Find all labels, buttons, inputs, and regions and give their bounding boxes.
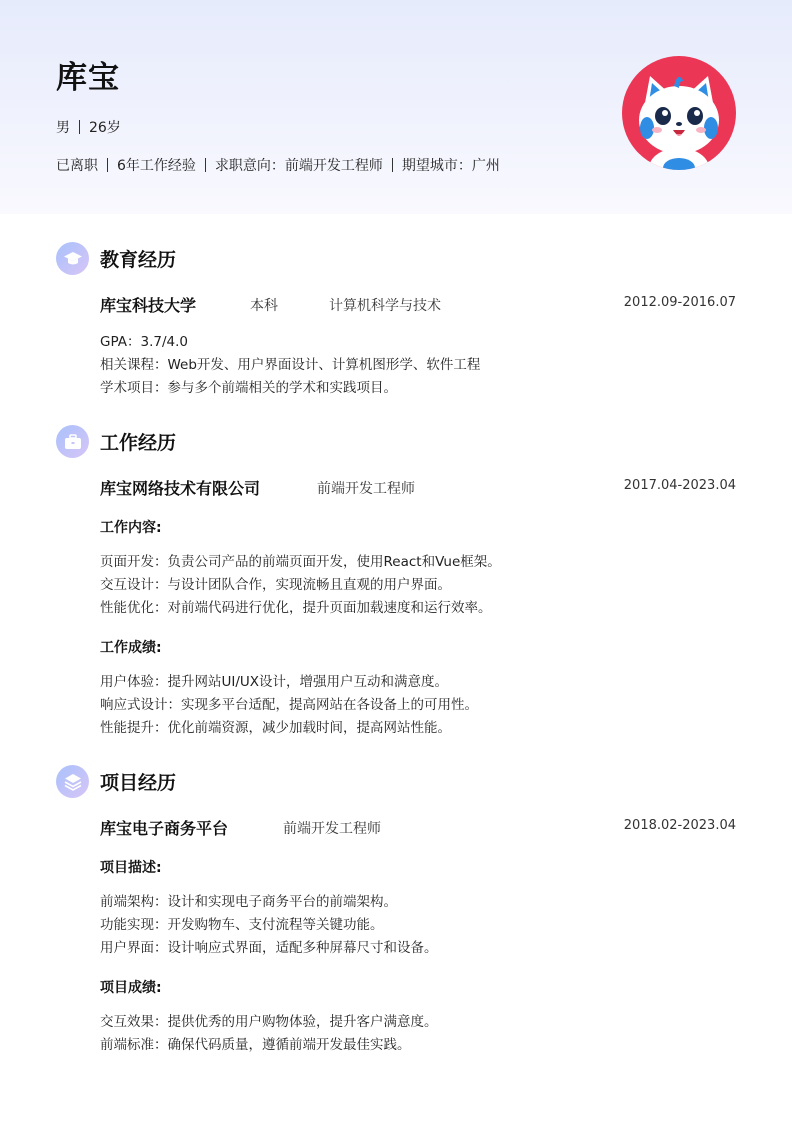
degree: 本科	[250, 298, 278, 314]
gender: 男	[56, 120, 70, 136]
age: 26岁	[89, 120, 121, 136]
work-date: 2017.04-2023.04	[623, 478, 736, 493]
list-item: 前端标准：确保代码质量，遵循前端开发最佳实践。	[100, 1037, 411, 1053]
job-role: 前端开发工程师	[317, 481, 415, 497]
education-entry	[100, 293, 736, 317]
list-item: 性能提升：优化前端资源，减少加载时间，提高网站性能。	[100, 720, 451, 736]
list-item: 相关课程：Web开发、用户界面设计、计算机图形学、软件工程	[100, 357, 481, 373]
project-desc-list	[100, 891, 720, 960]
work-content-list	[100, 551, 720, 620]
layers-icon	[56, 765, 89, 798]
section-label: 工作经历	[100, 432, 177, 454]
list-item: 页面开发：负责公司产品的前端页面开发，使用React和Vue框架。	[100, 554, 501, 570]
mascot-cat-icon	[622, 56, 736, 170]
list-item: 功能实现：开发购物车、支付流程等关键功能。	[100, 917, 384, 933]
avatar	[622, 56, 736, 170]
job-intention: 求职意向：前端开发工程师	[214, 158, 383, 174]
school-name: 库宝科技大学	[100, 296, 197, 315]
section-label: 教育经历	[100, 249, 177, 271]
work-entry	[100, 476, 736, 500]
major: 计算机科学与技术	[329, 298, 441, 314]
work-content-title: 工作内容:	[100, 520, 162, 536]
list-item: 响应式设计：实现多平台适配，提高网站在各设备上的可用性。	[100, 697, 478, 713]
education-section-title	[56, 242, 176, 275]
resume-header	[0, 0, 792, 214]
expected-city: 期望城市：广州	[401, 158, 500, 174]
divider	[205, 158, 206, 172]
work-achievements-title: 工作成绩:	[100, 640, 162, 656]
project-date: 2018.02-2023.04	[623, 818, 736, 833]
candidate-name: 库宝	[56, 60, 120, 96]
section-label: 项目经历	[100, 772, 177, 794]
list-item: 用户界面：设计响应式界面，适配多种屏幕尺寸和设备。	[100, 940, 438, 956]
work-achievements-list	[100, 671, 720, 740]
divider	[107, 158, 108, 172]
company-name: 库宝网络技术有限公司	[100, 479, 261, 498]
briefcase-icon	[56, 425, 89, 458]
project-name: 库宝电子商务平台	[100, 819, 229, 838]
list-item: 学术项目：参与多个前端相关的学术和实践项目。	[100, 380, 397, 396]
work-experience: 6年工作经验	[117, 158, 196, 174]
divider	[79, 120, 80, 134]
project-section-title	[56, 765, 176, 798]
list-item: 性能优化：对前端代码进行优化，提升页面加载速度和运行效率。	[100, 600, 492, 616]
basic-info	[56, 117, 121, 137]
list-item: 用户体验：提升网站UI/UX设计，增强用户互动和满意度。	[100, 674, 449, 690]
list-item: 交互效果：提供优秀的用户购物体验，提升客户满意度。	[100, 1014, 438, 1030]
project-achievements-title: 项目成绩:	[100, 980, 162, 996]
job-info	[56, 155, 500, 175]
project-desc-title: 项目描述:	[100, 860, 162, 876]
project-entry	[100, 816, 736, 840]
education-date: 2012.09-2016.07	[623, 295, 736, 310]
work-section-title	[56, 425, 176, 458]
list-item: 前端架构：设计和实现电子商务平台的前端架构。	[100, 894, 397, 910]
divider	[392, 158, 393, 172]
graduation-cap-icon	[56, 242, 89, 275]
employment-status: 已离职	[56, 158, 98, 174]
list-item: 交互设计：与设计团队合作，实现流畅且直观的用户界面。	[100, 577, 451, 593]
project-achievements-list	[100, 1011, 720, 1057]
education-details	[100, 331, 720, 400]
list-item: GPA：3.7/4.0	[100, 334, 188, 350]
project-role: 前端开发工程师	[283, 821, 381, 837]
